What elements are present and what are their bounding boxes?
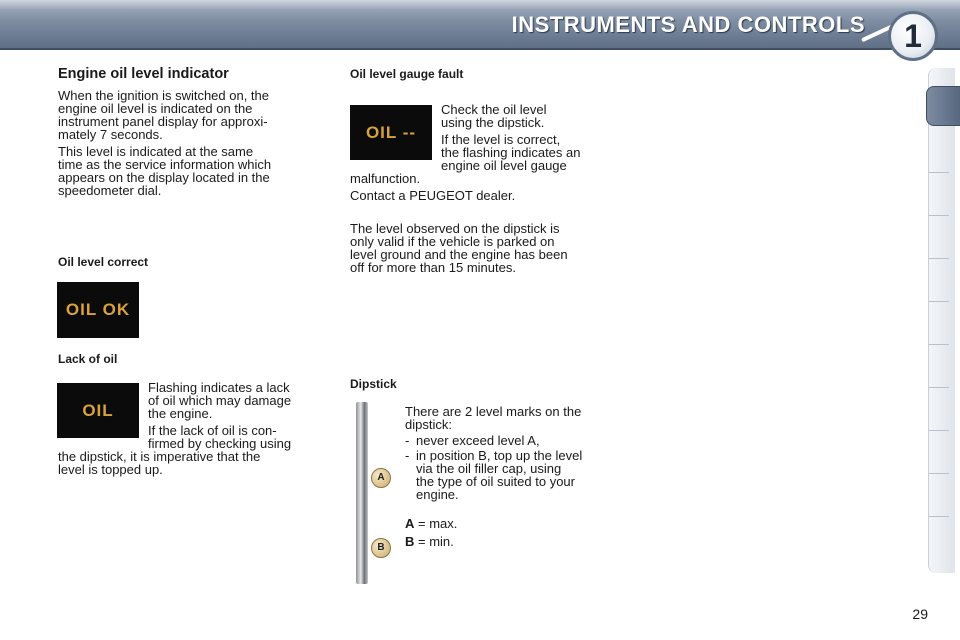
tab-divider: [929, 430, 949, 431]
text-line: off for more than 15 minutes.: [350, 260, 516, 275]
header-band: [0, 0, 960, 50]
legend-key: A: [405, 516, 415, 531]
dipstick-note: [350, 222, 610, 274]
chapter-number: 1: [904, 18, 922, 54]
heading-gauge-fault: Oil level gauge fault: [350, 67, 464, 81]
text-line: appears on the display located in the: [58, 170, 270, 185]
text-line: The level observed on the dipstick is: [350, 221, 560, 236]
mark-a-icon: A: [371, 468, 391, 488]
text-line: only valid if the vehicle is parked on: [350, 234, 555, 249]
text-line: This level is indicated at the same: [58, 144, 254, 159]
legend-b: [405, 535, 610, 548]
chapter-tabs: [928, 68, 955, 573]
section-heading-engine-oil: Engine oil level indicator: [58, 66, 229, 82]
text-line: the engine.: [148, 406, 213, 421]
text-line: Check the oil level: [441, 102, 547, 117]
text-line: level ground and the engine has been: [350, 247, 568, 262]
text-line: the dipstick, it is imperative that the: [58, 449, 261, 464]
tab-divider: [929, 473, 949, 474]
display-oil-ok: [57, 282, 139, 338]
text-line: engine oil level is indicated on the: [58, 101, 253, 116]
heading-dipstick: Dipstick: [350, 377, 397, 391]
mark-b-icon: B: [371, 538, 391, 558]
display-oil: [57, 383, 139, 438]
text-line: the type of oil suited to your: [416, 474, 575, 489]
text-line: using the dipstick.: [441, 115, 545, 130]
text-line: time as the service information which: [58, 157, 272, 172]
chapter-tab-active[interactable]: [926, 86, 960, 126]
text-line: mately 7 seconds.: [58, 127, 163, 142]
heading-lack-of-oil: Lack of oil: [58, 352, 118, 366]
dipstick-rod: [356, 402, 368, 584]
tab-divider: [929, 172, 949, 173]
text-line: instrument panel display for approxi-: [58, 114, 268, 129]
heading-oil-level-correct: Oil level correct: [58, 255, 149, 269]
dipstick-illustration: [350, 402, 395, 587]
text-line: Flashing indicates a lack: [148, 380, 290, 395]
tab-divider: [929, 344, 949, 345]
chapter-badge: [888, 11, 938, 61]
text-line: level is topped up.: [58, 462, 163, 477]
text-line: When the ignition is switched on, the: [58, 88, 270, 103]
page-title: INSTRUMENTS AND CONTROLS: [511, 12, 865, 37]
tab-divider: [929, 258, 949, 259]
display-text: OIL OK: [65, 300, 131, 319]
dipstick-intro: [405, 405, 610, 431]
tab-divider: [929, 301, 949, 302]
lack-of-oil-text: [148, 381, 318, 450]
text-line: If the lack of oil is con-: [148, 423, 277, 438]
header-shine: [0, 0, 960, 10]
page-number: 29: [912, 606, 928, 622]
text-line: dipstick:: [405, 417, 452, 432]
display-text: OIL: [82, 400, 114, 420]
text-line: speedometer dial.: [58, 183, 162, 198]
legend-key: B: [405, 534, 415, 549]
engine-oil-intro: [58, 89, 318, 197]
legend-value: = min.: [414, 534, 454, 549]
text-line: firmed by checking using: [148, 436, 292, 451]
text-line: of oil which may damage: [148, 393, 292, 408]
dash: -: [405, 433, 410, 448]
text-line: There are 2 level marks on the: [405, 404, 582, 419]
display-oil-dashes: [350, 105, 432, 160]
tab-divider: [929, 516, 949, 517]
text-line: never exceed level A,: [416, 433, 540, 448]
text-line: engine oil level gauge: [441, 158, 567, 173]
tab-divider: [929, 215, 949, 216]
dipstick-item-b: [405, 448, 610, 502]
text-line: Contact a PEUGEOT dealer.: [350, 188, 516, 203]
dipstick-item-b-text: [416, 449, 610, 501]
text-line: engine.: [416, 487, 459, 502]
text-line: the flashing indicates an: [441, 145, 581, 160]
text-line: malfunction.: [350, 171, 421, 186]
tab-divider: [929, 387, 949, 388]
gauge-fault-text-continued: [350, 172, 610, 202]
lack-of-oil-text-continued: [58, 450, 318, 476]
dipstick-item-a: [405, 434, 610, 447]
gauge-fault-text: [441, 103, 610, 172]
text-line: via the oil filler cap, using: [416, 461, 562, 476]
legend-a: [405, 517, 610, 530]
display-text: OIL --: [365, 122, 417, 142]
legend-value: = max.: [414, 516, 458, 531]
text-line: If the level is correct,: [441, 132, 561, 147]
dash: -: [405, 448, 410, 463]
text-line: in position B, top up the level: [416, 448, 583, 463]
